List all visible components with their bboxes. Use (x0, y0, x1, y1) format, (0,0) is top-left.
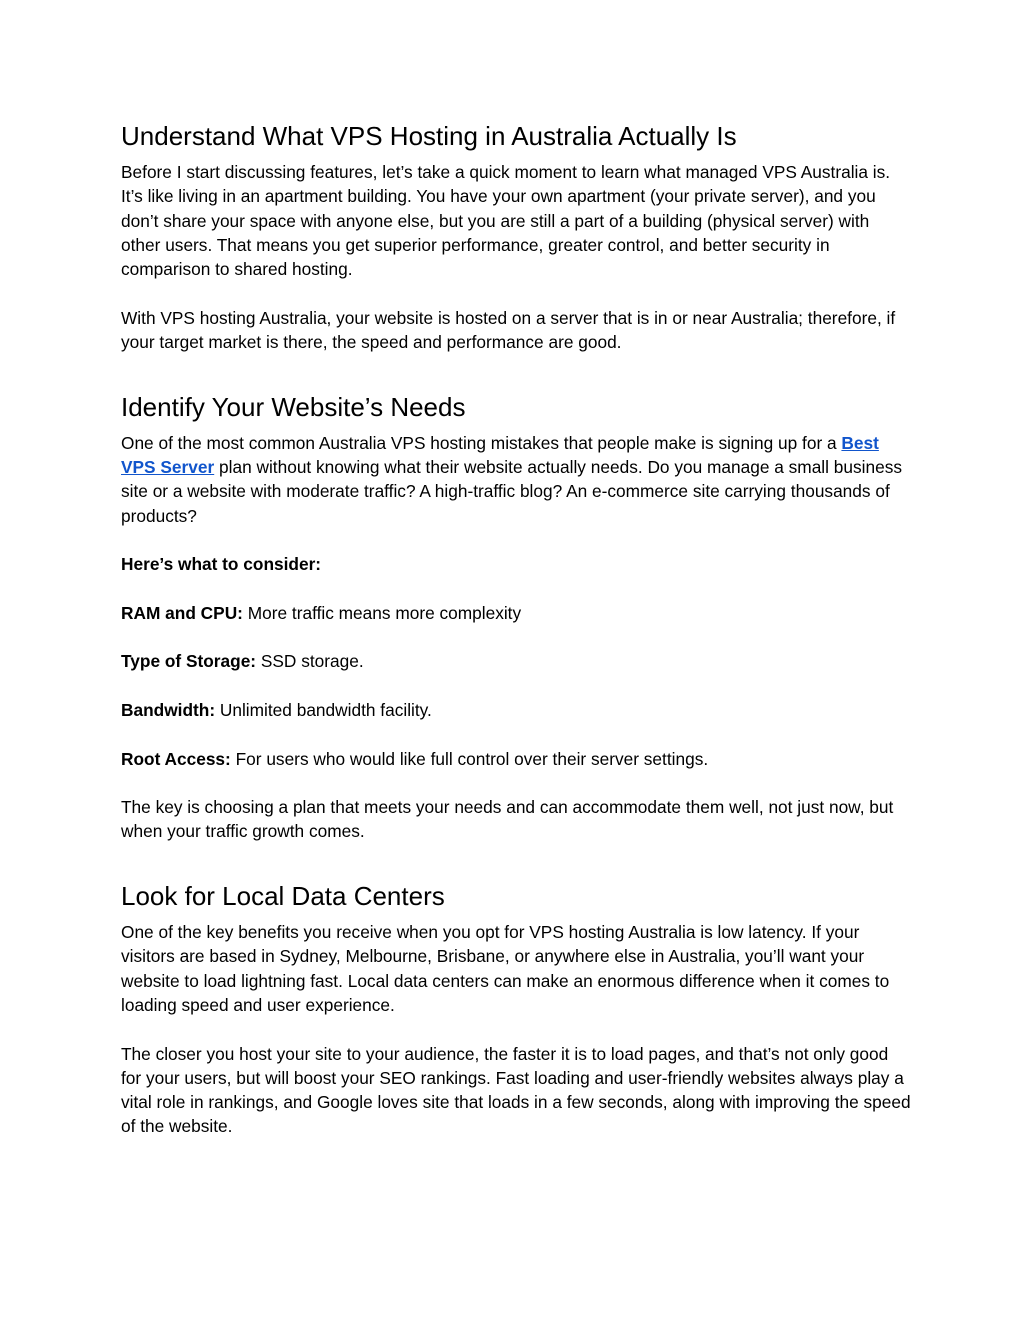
item-text: SSD storage. (256, 651, 364, 672)
consider-label-text: Here’s what to consider: (121, 554, 322, 575)
item-text: For users who would like full control over their server settings. (230, 748, 709, 769)
item-text: More traffic means more complexity (242, 602, 522, 623)
item-label: RAM and CPU: (121, 602, 243, 623)
section-heading: Identify Your Website’s Needs (121, 391, 466, 422)
item-label: Type of Storage: (121, 651, 257, 672)
paragraph: One of the key benefits you receive when you opt for VPS hosting Australia is low latency. If your visitors are based in Sydney, Melbourne, Brisbane, or anywhere else in Australia, you’ll want your website to load lightning fast. Local data centers can make an enormous difference when it comes to loading speed and user experience. (121, 922, 890, 1015)
consider-label (121, 552, 911, 576)
item-label: Root Access: (121, 748, 231, 769)
document-page (121, 118, 911, 1163)
section-heading: Understand What VPS Hosting in Australia Actually Is (121, 121, 737, 151)
paragraph-text: plan without knowing what their website actually needs. Do you manage a small business site or a website with moderate traffic? A high-traffic blog? An e-commerce site carrying thousands of products? (121, 456, 902, 526)
paragraph: Before I start discussing features, let’s take a quick moment to learn what managed VPS Australia is. It’s like living in an apartment building. You have your own apartment (your private server), and you don’t share your space with anyone else, but you are still a part of a building (physical server) with other users. That means you get superior performance, greater control, and better security in comparison to shared hosting. (121, 162, 891, 280)
paragraph: With VPS hosting Australia, your website is hosted on a server that is in or near Australia; therefore, if your target market is there, the speed and performance are good. (121, 307, 896, 353)
paragraph: The key is choosing a plan that meets your needs and can accommodate them well, not just now, but when your traffic growth comes. (121, 797, 894, 842)
best-vps-server-link[interactable]: Best VPS Server (121, 432, 879, 477)
section-local-data-centers (121, 878, 911, 1139)
item-text: Unlimited bandwidth facility. (215, 699, 432, 720)
paragraph: The closer you host your site to your audience, the faster it is to load pages, and that’s not only good for your users, but will boost your SEO rankings. Fast loading and user-friendly websites always play a vital role in rankings, and Google loves site that loads in a few seconds, along with improving the speed of the website. (121, 1043, 911, 1137)
paragraph-text: One of the most common Australia VPS hosting mistakes that people make is signing up for a (121, 432, 842, 453)
paragraph (121, 431, 911, 528)
item-label: Bandwidth: (121, 699, 216, 720)
section-website-needs (121, 389, 911, 844)
section-vps-hosting-intro (121, 118, 911, 354)
list-item (121, 649, 911, 673)
list-item (121, 698, 911, 722)
list-item (121, 747, 911, 771)
section-heading: Look for Local Data Centers (121, 881, 445, 912)
list-item (121, 601, 911, 625)
